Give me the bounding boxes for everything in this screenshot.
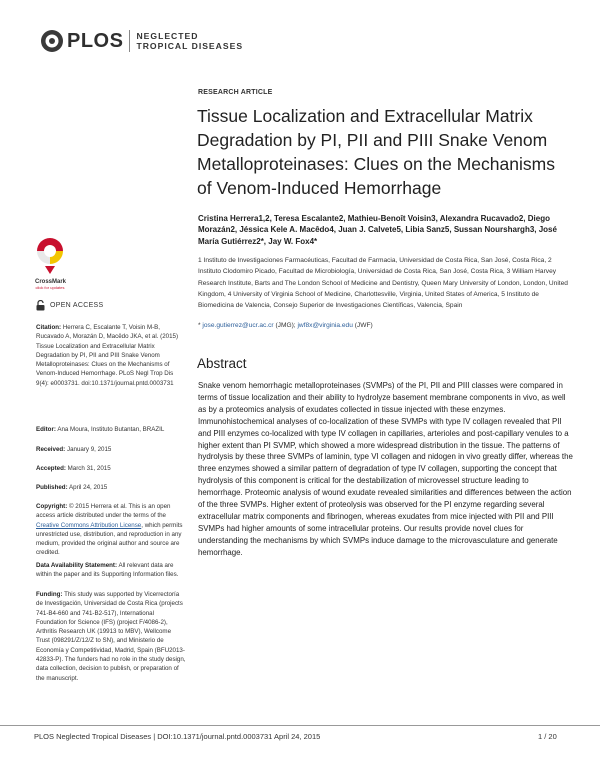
copyright [36,502,186,558]
corresponding-star: * [198,322,201,329]
copyright-text-a: © 2015 Herrera et al. This is an open access article distributed under the terms of the [36,503,171,520]
funding-text: This study was supported by Vicerrectoría de Investigación, Universidad de Costa Rica (projects 741-B4-660 and 741-B2-517), International Foundation for Science (IFS) (project F/4086-2), Arthritis Research UK (19913 to MBV), Wellcome Trust (098291/Z/12/Z to SN), and Ministerio de Economía y Competitividad, Madrid, Spain (BFU2013-42833-P). The funders had no role in the study design, data collection, decision to publish, or preparation of the manuscript. [36,591,186,682]
brand-name: PLOS [67,29,124,52]
editor-label: Editor: [36,426,56,433]
published-label: Published: [36,484,68,491]
data-availability-text: All relevant data are within the paper and its Supporting Information files. [36,562,179,579]
received-label: Received: [36,446,66,453]
page-number: 1 / 20 [538,732,557,741]
citation-label: Citation: [36,324,62,331]
received [36,445,186,454]
editor-text: Ana Moura, Instituto Butantan, BRAZIL [57,426,165,433]
journal-logo[interactable] [40,24,250,58]
email-link-1[interactable]: jose.gutierrez@ucr.ac.cr [202,322,274,329]
open-lock-icon [36,300,45,311]
abstract-heading: Abstract [197,356,247,371]
funding [36,590,186,683]
article-title: Tissue Localization and Extracellular Matrix Degradation by PI, PII and PIII Snake Venom Metalloproteinases: Clues on the Mechanisms of Venom-Induced Hemorrhage [197,106,555,198]
journal-name [136,31,243,51]
abstract-text: Snake venom hemorrhagic metalloproteinases (SVMPs) of the PI, PII and PIII classes were compared in terms of tissue localization and their ability to hydrolyze basement membrane components in vivo, as well as by a proteomics analysis of exudates collected in tissue injected with these enzymes. Immunohistochemical analyses of co-localization of these SVMPs with type IV collagen revealed that PII and PIII enzymes co-localized with type IV collagen in capillaries, arterioles and post-capillary venules to a higher extent than PI SVMP, which showed a more widespread distribution in the tissue. The patterns of hydrolysis by these three SVMPs of laminin, type VI collagen and nidogen in vivo greatly differ, whereas the three enzymes showed a similar pattern of degradation of type IV collagen, supporting the concept that hydrolysis of this component is critical for the destabilization of microvessel structure leading to hemorrhage. Proteomic analysis of wound exudate revealed similarities and differences between the action of the three SVMPs. Higher extent of proteolysis was observed for the PI enzyme regarding several extracellular matrix components and fibrinogen, whereas exudates from mice injected with PII and PIII SVMPs had higher amounts of some intracellular proteins. Our results provide novel clues for understanding the mechanisms by which SVMPs induce damage to the microvasculature and generate hemorrhage. [198,381,573,557]
crossmark-sublabel: click for updates [35,285,65,290]
citation [36,323,186,388]
copyright-label: Copyright: [36,503,68,510]
journal-line-2: TROPICAL DISEASES [136,41,244,51]
logo-divider [129,30,130,52]
open-access-label: OPEN ACCESS [50,302,104,309]
author-list: Cristina Herrera1,2, Teresa Escalante2, Mathieu-Benoît Voisin3, Alexandra Rucavado2, Diego Morazán2, Jéssica Kele A. Macêdo4, Juan J. Calvete5, Libia Sanz5, Sussan Nourshargh3, José María Gutiérrez2*, Jay W. Fox4* [198,214,557,246]
correspondence [198,322,578,329]
crossmark-label: CrossMark [35,279,67,285]
crossmark-badge[interactable] [35,236,65,294]
citation-text: Herrera C, Escalante T, Voisin M-B, Rucavado A, Morazán D, Macêdo JKA, et al. (2015) Tissue Localization and Extracellular Matrix Degradation by PI, PII and PIII Snake Venom Metalloproteinases: Clues on the Mechanisms of Venom-Induced Hemorrhage. PLoS Negl Trop Dis 9(4): e0003731. doi:10.1371/journal.pntd.0003731 [36,324,179,387]
journal-line-1: NEGLECTED [136,31,199,41]
email-link-2[interactable]: jwf8x@virginia.edu [297,322,353,329]
funding-label: Funding: [36,591,63,598]
article-type: RESEARCH ARTICLE [198,89,273,96]
received-date: January 9, 2015 [66,446,112,453]
accepted [36,464,186,473]
published [36,483,186,492]
editor [36,425,186,434]
data-availability [36,561,186,580]
footer-citation: PLOS Neglected Tropical Diseases | DOI:10.1371/journal.pntd.0003731 April 24, 2015 [34,732,321,741]
accepted-label: Accepted: [36,465,66,472]
copyright-text-b: , which permits unrestricted use, distribution, and reproduction in any medium, provided the original author and source are credited. [36,521,183,557]
email-owner-2: (JWF) [352,322,373,329]
email-owner-1: (JMG); [273,322,296,329]
affiliations: 1 Instituto de Investigaciones Farmacéuticas, Facultad de Farmacia, Universidad de Costa Rica, San José, Costa Rica, 2 Instituto Clodomiro Picado, Facultad de Microbiología, Universidad de Costa Rica, San José, Costa Rica, 3 William Harvey Research Institute, Barts and The London School of Medicine and Dentistry, Queen Mary University of London, London, United Kingdom, 4 University of Virginia School of Medicine, Charlottesville, Virginia, United States of America, 5 Instituto de Biomedicina de Valencia, Consejo Superior de Investigaciones Científicas, Valencia, Spain [198,257,568,310]
plos-logo-icon [40,29,64,53]
published-date: April 24, 2015 [69,484,108,491]
license-link[interactable]: Creative Commons Attribution License [36,521,142,529]
accepted-date: March 31, 2015 [67,465,111,472]
crossmark-icon [35,236,65,276]
data-availability-label: Data Availability Statement: [36,562,118,569]
footer-divider [0,725,600,726]
open-access-badge [36,300,103,311]
